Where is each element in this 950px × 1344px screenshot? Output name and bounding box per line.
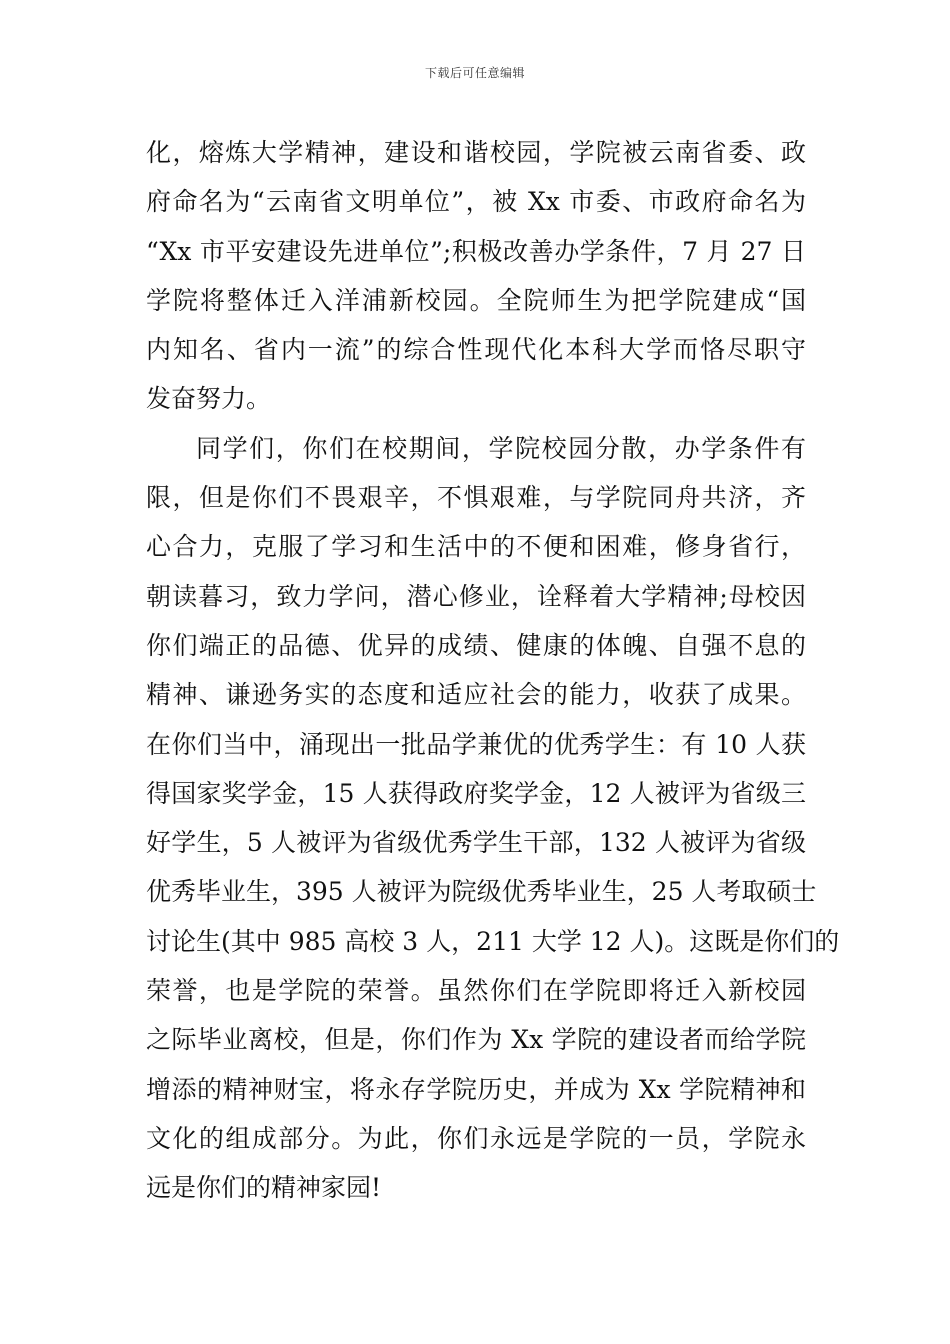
text-line: 得国家奖学金，15 人获得政府奖学金，12 人被评为省级三 [146, 778, 806, 808]
text-line: 之际毕业离校，但是，你们作为 Xx 学院的建设者而给学院 [146, 1025, 806, 1055]
text-line: “Xx 市平安建设先进单位”;积极改善办学条件，7 月 27 日 [146, 236, 806, 266]
text-line: 发奋努力。 [146, 384, 272, 414]
text-line: 在你们当中，涌现出一批品学兼优的优秀学生：有 10 人获 [146, 729, 806, 759]
paragraph-2 [146, 424, 840, 1213]
text-line: 学院将整体迁入洋浦新校园。全院师生为把学院建成“国 [146, 285, 806, 315]
text-line: 精神、谦逊务实的态度和适应社会的能力，收获了成果。 [146, 680, 806, 710]
text-line: 增添的精神财宝，将永存学院历史，并成为 Xx 学院精神和 [146, 1074, 806, 1104]
text-line: 你们端正的品德、优异的成绩、健康的体魄、自强不息的 [146, 630, 806, 660]
paragraph-1 [146, 128, 806, 424]
text-line: 好学生，5 人被评为省级优秀学生干部，132 人被评为省级 [146, 828, 806, 858]
text-line: 府命名为“云南省文明单位”，被 Xx 市委、市政府命名为 [146, 187, 806, 217]
text-line: 内知名、省内一流”的综合性现代化本科大学而恪尽职守 [146, 335, 806, 365]
text-line: 优秀毕业生，395 人被评为院级优秀毕业生，25 人考取硕士 [146, 877, 817, 907]
text-line: 讨论生(其中 985 高校 3 人，211 大学 12 人)。这既是你们的 [146, 926, 840, 956]
document-body [146, 128, 840, 1213]
text-line: 限，但是你们不畏艰辛，不惧艰难，与学院同舟共济，齐 [146, 483, 806, 513]
page-header: 下载后可任意编辑 [424, 66, 525, 80]
text-line: 荣誉，也是学院的荣誉。虽然你们在学院即将迁入新校园 [146, 976, 806, 1006]
text-line: 心合力，克服了学习和生活中的不便和困难，修身省行， [146, 532, 806, 562]
text-line: 同学们，你们在校期间，学院校园分散，办学条件有 [196, 433, 806, 463]
text-line: 化，熔炼大学精神，建设和谐校园，学院被云南省委、政 [146, 138, 806, 167]
text-line: 远是你们的精神家园! [146, 1173, 382, 1203]
text-line: 文化的组成部分。为此，你们永远是学院的一员，学院永 [146, 1123, 806, 1153]
text-line: 朝读暮习，致力学问，潜心修业，诠释着大学精神;母校因 [146, 581, 806, 611]
